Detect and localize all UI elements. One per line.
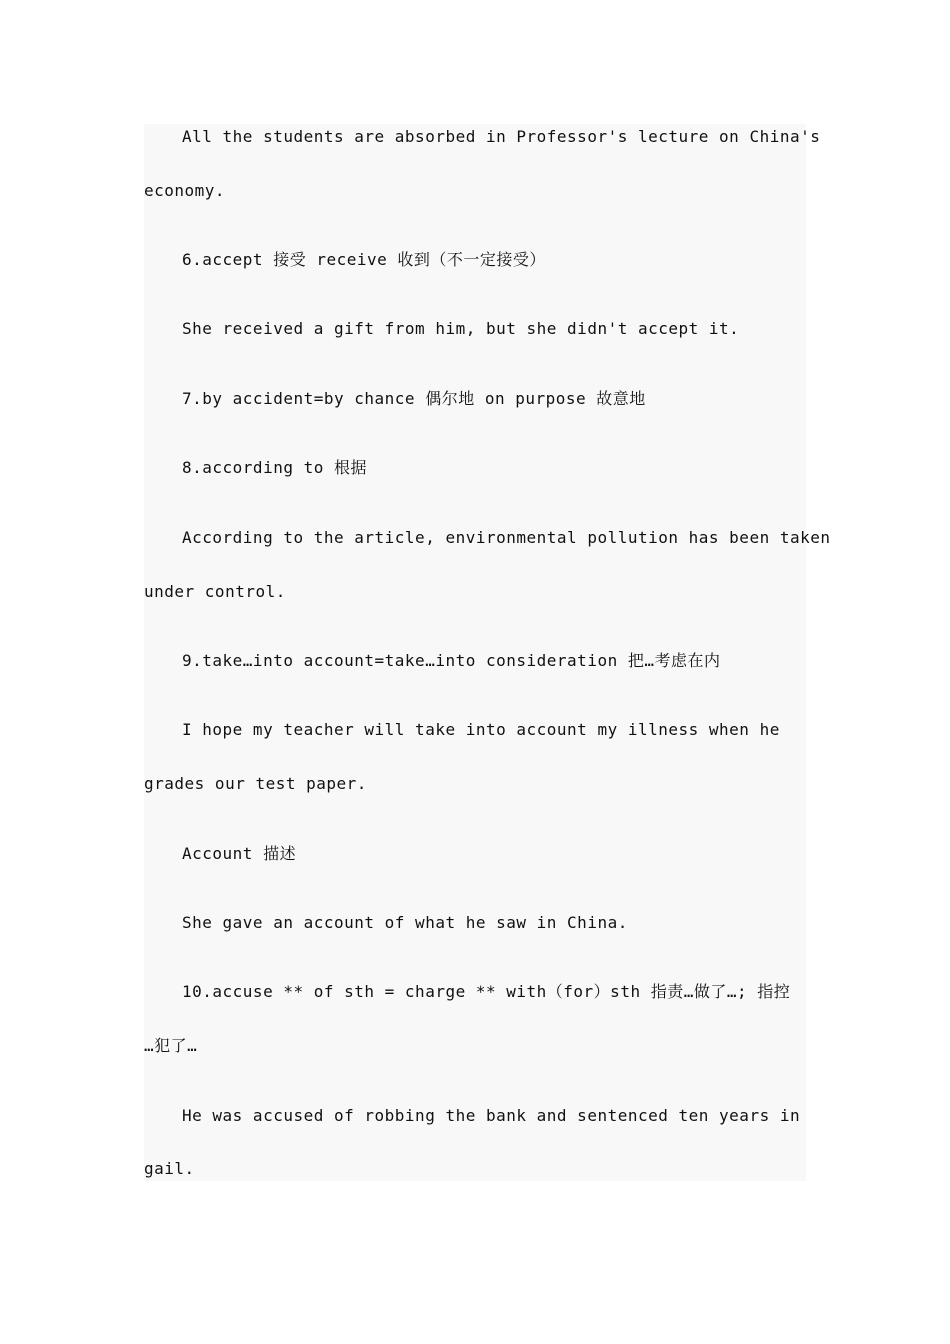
text-line: gail. [144,1159,195,1178]
text-line: Account 描述 [182,844,297,863]
text-line: I hope my teacher will take into account my illness when he [182,720,780,739]
text-line: 9.take…into account=take…into consideration 把…考虑在内 [182,651,721,670]
text-line: 6.accept 接受 receive 收到（不一定接受） [182,250,546,269]
text-line: economy. [144,181,226,200]
text-line: According to the article, environmental pollution has been taken [182,528,831,547]
text-line: He was accused of robbing the bank and sentenced ten years in [182,1106,801,1125]
text-line: 10.accuse ** of sth = charge ** with（for）sth 指责…做了…; 指控 [182,982,791,1001]
text-line: 8.according to 根据 [182,458,367,477]
text-line: grades our test paper. [144,774,367,793]
text-line: All the students are absorbed in Professor's lecture on China's [182,127,821,146]
text-block [144,124,831,1181]
text-line: She received a gift from him, but she didn't accept it. [182,319,740,338]
text-line: under control. [144,582,286,601]
text-line: She gave an account of what he saw in China. [182,913,628,932]
text-line: …犯了… [144,1036,198,1055]
text-line: 7.by accident=by chance 偶尔地 on purpose 故意地 [182,389,646,408]
